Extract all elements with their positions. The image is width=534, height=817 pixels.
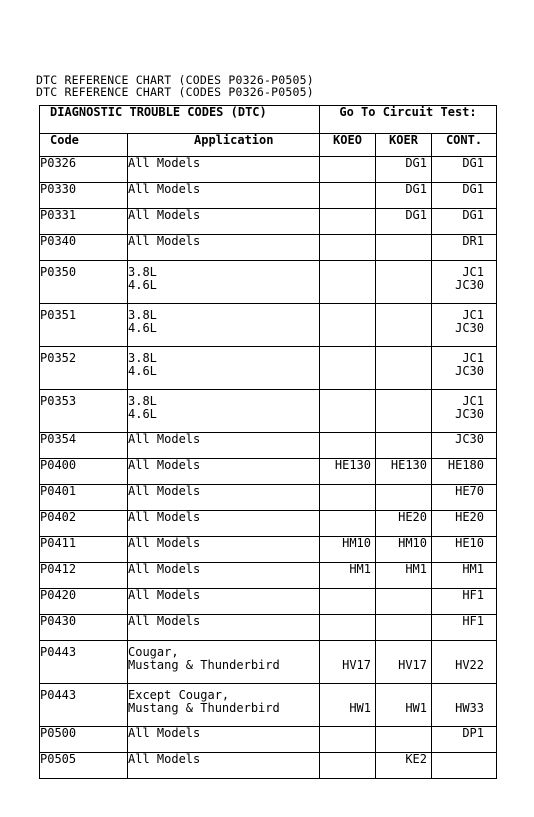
table-row (40, 641, 497, 684)
cont-test-cell-line: JC30 (455, 320, 484, 335)
koeo-test-cell-line (320, 511, 371, 524)
koeo-test-cell (320, 537, 376, 563)
cont-test-cell-line: HM1 (462, 562, 484, 576)
application-cell (128, 537, 320, 563)
cont-test-cell (432, 235, 497, 261)
dtc-reference-table (39, 105, 497, 779)
koer-test-cell (376, 433, 432, 459)
koer-test-cell (376, 209, 432, 235)
cont-test-cell (432, 641, 497, 684)
koer-test-cell (376, 390, 432, 433)
koer-test-cell-line (376, 279, 427, 292)
koer-test-cell-line (376, 395, 427, 408)
koeo-test-cell (320, 641, 376, 684)
koer-test-cell (376, 261, 432, 304)
cont-test-cell (432, 433, 497, 459)
application-cell-line: All Models (128, 510, 201, 524)
koer-test-cell-line (376, 727, 427, 740)
application-cell (128, 459, 320, 485)
koeo-test-cell-line (320, 309, 371, 322)
cont-test-cell-line (432, 646, 484, 659)
chart-title: DTC REFERENCE CHART (CODES P0326-P0505) (36, 73, 314, 87)
dtc-code-cell: P0351 (40, 304, 128, 347)
application-cell-line: Except Cougar, (128, 688, 230, 702)
koer-test-cell (376, 511, 432, 537)
koer-test-cell (376, 641, 432, 684)
application-cell (128, 183, 320, 209)
koeo-test-cell-line: HV17 (342, 657, 371, 672)
dtc-code-cell: P0353 (40, 390, 128, 433)
application-cell-line: 4.6L (128, 277, 157, 292)
cont-test-cell (432, 753, 497, 779)
application-cell (128, 347, 320, 390)
koer-test-cell-line (376, 433, 427, 446)
cont-test-cell-line: HE180 (447, 458, 484, 472)
header-row-top (40, 106, 497, 134)
koer-test-cell-line (376, 689, 427, 702)
cont-test-cell (432, 459, 497, 485)
koeo-test-cell-line (320, 322, 371, 335)
koer-test-cell-line (376, 235, 427, 248)
dtc-code-cell: P0505 (40, 753, 128, 779)
cont-test-cell (432, 209, 497, 235)
cont-test-cell-line (432, 753, 484, 766)
koer-test-cell-line (376, 485, 427, 498)
koer-test-cell-line (376, 309, 427, 322)
koeo-test-cell-line: HM1 (349, 562, 371, 576)
application-cell-line: All Models (128, 432, 201, 446)
application-cell-line: All Models (128, 182, 201, 196)
cont-test-cell-line: DR1 (462, 234, 484, 248)
dtc-header-cell: DIAGNOSTIC TROUBLE CODES (DTC) (40, 106, 320, 134)
koeo-test-cell (320, 209, 376, 235)
cont-test-cell-line: JC1 (462, 394, 484, 408)
application-cell-line: All Models (128, 562, 201, 576)
cont-test-cell-line: HE20 (455, 510, 484, 524)
koer-test-cell (376, 684, 432, 727)
dtc-code-cell: P0430 (40, 615, 128, 641)
koer-test-cell-line (376, 589, 427, 602)
koeo-test-cell (320, 615, 376, 641)
table-row (40, 261, 497, 304)
table-row (40, 684, 497, 727)
application-cell (128, 235, 320, 261)
cont-test-cell (432, 684, 497, 727)
cont-test-cell (432, 157, 497, 183)
table-row (40, 537, 497, 563)
koer-test-cell-line: HW1 (405, 700, 427, 715)
cont-test-cell-line: DP1 (462, 726, 484, 740)
koer-test-cell (376, 563, 432, 589)
dtc-code-cell: P0412 (40, 563, 128, 589)
koer-test-cell (376, 235, 432, 261)
dtc-code-cell: P0420 (40, 589, 128, 615)
application-cell (128, 684, 320, 727)
koeo-test-cell (320, 390, 376, 433)
koer-test-cell (376, 727, 432, 753)
application-column-header: Application (128, 134, 320, 157)
application-cell (128, 304, 320, 347)
koer-test-cell-line (376, 615, 427, 628)
table-row (40, 157, 497, 183)
koer-test-cell (376, 753, 432, 779)
cont-test-cell-line: HV22 (455, 657, 484, 672)
koer-test-cell-line: HM10 (398, 536, 427, 550)
koeo-test-cell (320, 304, 376, 347)
table-row (40, 304, 497, 347)
application-cell (128, 209, 320, 235)
cont-test-cell-line (432, 689, 484, 702)
cont-test-cell (432, 727, 497, 753)
cont-test-cell-line: DG1 (462, 182, 484, 196)
dtc-code-cell: P0330 (40, 183, 128, 209)
application-cell-line: 4.6L (128, 363, 157, 378)
koer-test-cell-line: DG1 (405, 208, 427, 222)
application-cell-line: 3.8L (128, 351, 157, 365)
koeo-test-cell (320, 183, 376, 209)
table-row (40, 347, 497, 390)
application-cell-line: 4.6L (128, 320, 157, 335)
application-cell-line: All Models (128, 156, 201, 170)
dtc-code-cell: P0500 (40, 727, 128, 753)
application-cell-line: 3.8L (128, 265, 157, 279)
koer-test-cell (376, 304, 432, 347)
cont-test-cell-line: JC1 (462, 308, 484, 322)
dtc-code-cell: P0411 (40, 537, 128, 563)
cont-test-cell (432, 563, 497, 589)
koeo-test-cell-line (320, 209, 371, 222)
dtc-code-cell: P0326 (40, 157, 128, 183)
koeo-test-cell (320, 347, 376, 390)
application-cell-line: All Models (128, 536, 201, 550)
dtc-code-cell: P0400 (40, 459, 128, 485)
koeo-test-cell-line (320, 395, 371, 408)
koer-test-cell (376, 347, 432, 390)
application-cell-line: All Models (128, 726, 201, 740)
koer-test-cell-line (376, 408, 427, 421)
koer-test-cell (376, 183, 432, 209)
application-cell (128, 727, 320, 753)
application-cell-line: 3.8L (128, 308, 157, 322)
application-cell (128, 261, 320, 304)
koer-test-cell (376, 157, 432, 183)
koer-test-cell (376, 589, 432, 615)
application-cell (128, 589, 320, 615)
chart-title-repeat: DTC REFERENCE CHART (CODES P0326-P0505) (36, 85, 314, 99)
koeo-test-cell (320, 589, 376, 615)
koer-test-cell (376, 485, 432, 511)
application-cell (128, 433, 320, 459)
application-cell-line: All Models (128, 752, 201, 766)
cont-test-cell (432, 390, 497, 433)
koeo-test-cell (320, 235, 376, 261)
cont-test-cell-line: HF1 (462, 588, 484, 602)
dtc-code-cell: P0401 (40, 485, 128, 511)
koeo-test-cell-line (320, 352, 371, 365)
application-cell (128, 641, 320, 684)
cont-test-cell-line: JC1 (462, 351, 484, 365)
koeo-test-cell-line (320, 183, 371, 196)
koeo-test-cell-line (320, 279, 371, 292)
cont-test-cell-line: DG1 (462, 156, 484, 170)
dtc-code-cell: P0350 (40, 261, 128, 304)
application-cell-line: All Models (128, 458, 201, 472)
application-cell-line: Mustang & Thunderbird (128, 700, 280, 715)
cont-test-cell-line: JC30 (455, 363, 484, 378)
koer-column-header: KOER (376, 134, 432, 157)
dtc-code-cell: P0352 (40, 347, 128, 390)
koeo-test-cell-line (320, 235, 371, 248)
application-cell-line: All Models (128, 208, 201, 222)
table-row (40, 459, 497, 485)
table-row (40, 753, 497, 779)
cont-test-cell-line: HW33 (455, 700, 484, 715)
application-cell-line: All Models (128, 484, 201, 498)
application-cell-line: Cougar, (128, 645, 179, 659)
koeo-test-cell-line (320, 365, 371, 378)
koer-test-cell-line: KE2 (405, 752, 427, 766)
koeo-test-cell (320, 753, 376, 779)
dtc-code-cell: P0331 (40, 209, 128, 235)
dtc-table-body (40, 157, 497, 779)
cont-test-cell-line: HE70 (455, 484, 484, 498)
koeo-test-cell-line (320, 266, 371, 279)
koer-test-cell-line: HM1 (405, 562, 427, 576)
cont-test-cell (432, 261, 497, 304)
application-cell (128, 157, 320, 183)
table-row (40, 390, 497, 433)
application-cell-line: 3.8L (128, 394, 157, 408)
koeo-test-cell-line (320, 408, 371, 421)
header-row-columns (40, 134, 497, 157)
cont-test-cell (432, 347, 497, 390)
dtc-code-cell: P0443 (40, 641, 128, 684)
koeo-test-cell (320, 485, 376, 511)
code-column-header: Code (40, 134, 128, 157)
koer-test-cell-line (376, 352, 427, 365)
application-cell-line: 4.6L (128, 406, 157, 421)
koeo-test-cell-line (320, 689, 371, 702)
koeo-test-cell-line (320, 753, 371, 766)
cont-test-cell (432, 183, 497, 209)
cont-test-cell-line: JC30 (455, 406, 484, 421)
table-row (40, 183, 497, 209)
application-cell (128, 615, 320, 641)
koeo-test-cell (320, 261, 376, 304)
koeo-test-cell (320, 433, 376, 459)
koeo-column-header: KOEO (320, 134, 376, 157)
koer-test-cell-line: DG1 (405, 156, 427, 170)
koeo-test-cell-line: HM10 (342, 536, 371, 550)
application-cell (128, 563, 320, 589)
cont-column-header: CONT. (432, 134, 497, 157)
cont-test-cell (432, 485, 497, 511)
dtc-code-cell: P0354 (40, 433, 128, 459)
cont-test-cell-line: HE10 (455, 536, 484, 550)
koeo-test-cell-line (320, 433, 371, 446)
dtc-code-cell: P0402 (40, 511, 128, 537)
koer-test-cell-line: HV17 (398, 657, 427, 672)
koer-test-cell-line (376, 646, 427, 659)
cont-test-cell (432, 511, 497, 537)
koer-test-cell (376, 615, 432, 641)
cont-test-cell-line: DG1 (462, 208, 484, 222)
dtc-code-cell: P0443 (40, 684, 128, 727)
koeo-test-cell-line (320, 615, 371, 628)
application-cell-line: All Models (128, 234, 201, 248)
koeo-test-cell-line (320, 157, 371, 170)
table-row (40, 727, 497, 753)
dtc-code-cell: P0340 (40, 235, 128, 261)
table-row (40, 563, 497, 589)
cont-test-cell-line: HF1 (462, 614, 484, 628)
koeo-test-cell-line: HW1 (349, 700, 371, 715)
koeo-test-cell (320, 459, 376, 485)
cont-test-cell (432, 589, 497, 615)
application-cell-line: All Models (128, 614, 201, 628)
table-row (40, 209, 497, 235)
cont-test-cell-line: JC1 (462, 265, 484, 279)
table-row (40, 433, 497, 459)
koer-test-cell-line: HE130 (390, 458, 427, 472)
table-row (40, 485, 497, 511)
cont-test-cell (432, 615, 497, 641)
cont-test-cell-line: JC30 (455, 277, 484, 292)
koer-test-cell-line (376, 365, 427, 378)
koeo-test-cell (320, 684, 376, 727)
koer-test-cell-line: DG1 (405, 182, 427, 196)
koer-test-cell-line (376, 322, 427, 335)
cont-test-cell (432, 537, 497, 563)
cont-test-cell-line: JC30 (455, 432, 484, 446)
koeo-test-cell-line: HE130 (334, 458, 371, 472)
table-row (40, 589, 497, 615)
koer-test-cell-line (376, 266, 427, 279)
application-cell (128, 753, 320, 779)
koeo-test-cell-line (320, 727, 371, 740)
cont-test-cell (432, 304, 497, 347)
table-row (40, 615, 497, 641)
table-row (40, 235, 497, 261)
koeo-test-cell-line (320, 646, 371, 659)
koeo-test-cell-line (320, 485, 371, 498)
koeo-test-cell (320, 157, 376, 183)
application-cell-line: All Models (128, 588, 201, 602)
koer-test-cell (376, 459, 432, 485)
koeo-test-cell (320, 727, 376, 753)
application-cell (128, 390, 320, 433)
application-cell (128, 511, 320, 537)
koeo-test-cell-line (320, 589, 371, 602)
goto-circuit-test-header: Go To Circuit Test: (320, 106, 497, 134)
koeo-test-cell (320, 563, 376, 589)
koeo-test-cell (320, 511, 376, 537)
koer-test-cell-line: HE20 (398, 510, 427, 524)
application-cell (128, 485, 320, 511)
koer-test-cell (376, 537, 432, 563)
table-row (40, 511, 497, 537)
application-cell-line: Mustang & Thunderbird (128, 657, 280, 672)
